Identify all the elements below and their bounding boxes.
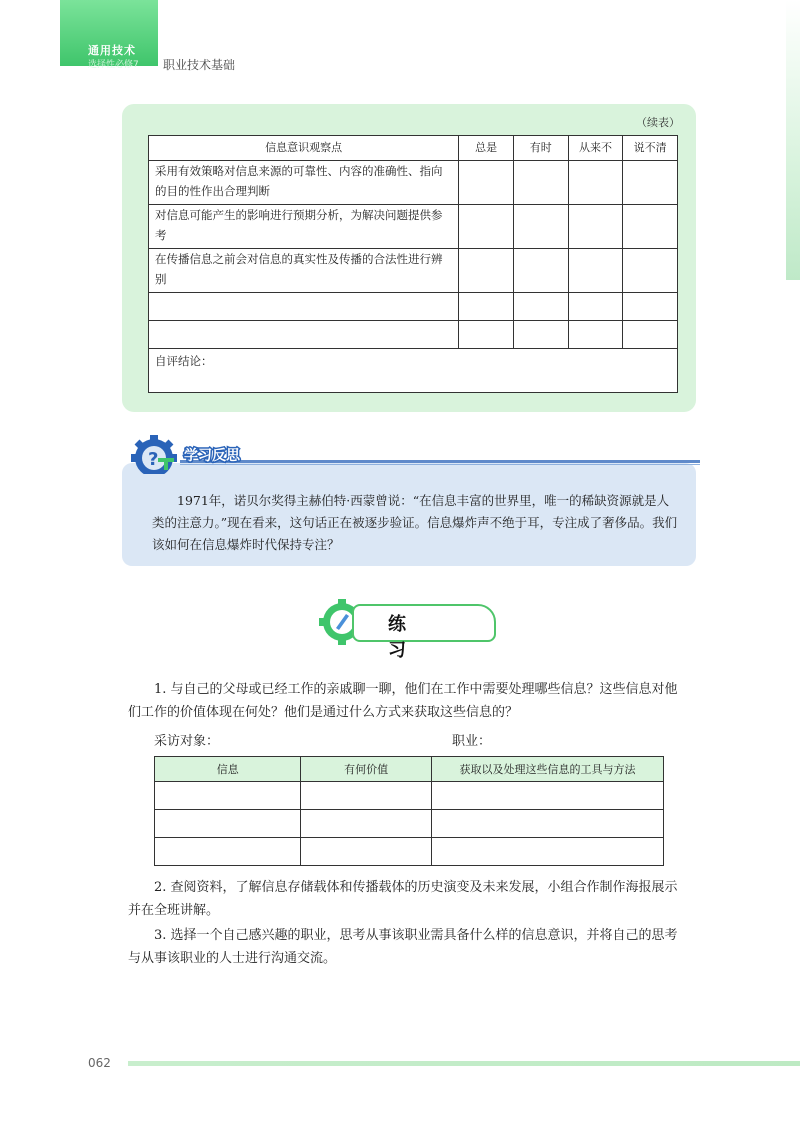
reflection-header [122, 432, 702, 474]
table-header: 有何价值 [301, 757, 431, 782]
conclusion-label: 自评结论： [155, 354, 213, 368]
practice-title: 练 习 [388, 614, 436, 661]
table-header: 说不清 [623, 136, 678, 161]
practice-table [154, 756, 664, 866]
table-cell[interactable] [301, 782, 431, 810]
table-cell[interactable] [155, 782, 301, 810]
gear-question-icon [131, 435, 177, 474]
page-number: 062 [88, 1056, 111, 1070]
practice-header [316, 598, 496, 661]
table-header: 获取以及处理这些信息的工具与方法 [431, 757, 663, 782]
checkbox-cell[interactable] [623, 161, 678, 205]
table-cell[interactable] [301, 810, 431, 838]
table-cell[interactable] [431, 838, 663, 866]
continued-label: （续表） [636, 116, 680, 129]
table-cell[interactable] [301, 838, 431, 866]
checkbox-cell[interactable] [513, 161, 568, 205]
table-cell[interactable] [431, 782, 663, 810]
checkbox-cell[interactable] [459, 321, 514, 349]
checkbox-cell[interactable] [568, 249, 623, 293]
checkbox-cell[interactable] [513, 249, 568, 293]
table-header: 信息 [155, 757, 301, 782]
reflection-text: 1971年，诺贝尔奖得主赫伯特·西蒙曾说：“在信息丰富的世界里，唯一的稀缺资源就是人类的注意力。”现在看来，这句话正在被逐步验证。信息爆炸声不绝于耳，专注成了奢侈品。我们该如何在信息爆炸时代保持专注？ [152, 493, 678, 552]
checkbox-cell[interactable] [513, 293, 568, 321]
side-tab-decoration [786, 0, 800, 280]
table-cell: 对信息可能产生的影响进行预期分析，为解决问题提供参考 [149, 205, 459, 249]
table-header: 信息意识观察点 [149, 136, 459, 161]
observation-table [148, 135, 678, 393]
table-cell[interactable] [149, 293, 459, 321]
conclusion-cell[interactable] [149, 349, 678, 393]
table-cell[interactable] [431, 810, 663, 838]
checkbox-cell[interactable] [459, 161, 514, 205]
table-header: 总是 [459, 136, 514, 161]
interviewee-label: 采访对象： [154, 734, 220, 749]
question-2: 2. 查阅资料，了解信息存储载体和传播载体的历史演变及未来发展，小组合作制作海报展示并在全班讲解。 [128, 880, 678, 918]
checkbox-cell[interactable] [623, 249, 678, 293]
table-cell: 在传播信息之前会对信息的真实性及传播的合法性进行辨别 [149, 249, 459, 293]
chapter-title: 职业技术基础 [163, 58, 236, 72]
occupation-label: 职业： [452, 734, 492, 749]
checkbox-cell[interactable] [568, 161, 623, 205]
book-subtitle: 选择性必修7 [88, 60, 139, 70]
checkbox-cell[interactable] [459, 293, 514, 321]
checkbox-cell[interactable] [623, 293, 678, 321]
checkbox-cell[interactable] [459, 249, 514, 293]
question-1: 1. 与自己的父母或已经工作的亲戚聊一聊，他们在工作中需要处理哪些信息？这些信息对他们工作的价值体现在何处？他们是通过什么方式来获取这些信息的？ [128, 682, 678, 720]
checkbox-cell[interactable] [568, 205, 623, 249]
table-cell[interactable] [155, 838, 301, 866]
checkbox-cell[interactable] [568, 321, 623, 349]
question-3: 3. 选择一个自己感兴趣的职业，思考从事该职业需具备什么样的信息意识，并将自己的思考与从事该职业的人士进行沟通交流。 [128, 928, 678, 966]
table-cell: 采用有效策略对信息来源的可靠性、内容的准确性、指向的目的性作出合理判断 [149, 161, 459, 205]
footer-bar [128, 1061, 800, 1066]
checkbox-cell[interactable] [568, 293, 623, 321]
table-header: 有时 [513, 136, 568, 161]
checkbox-cell[interactable] [513, 205, 568, 249]
table-cell[interactable] [155, 810, 301, 838]
book-title: 通用技术 [88, 44, 136, 57]
table-cell[interactable] [149, 321, 459, 349]
table-header: 从来不 [568, 136, 623, 161]
checkbox-cell[interactable] [513, 321, 568, 349]
checkbox-cell[interactable] [459, 205, 514, 249]
reflection-title: 学习反思 [184, 448, 240, 464]
svg-text:?: ? [148, 449, 159, 470]
checkbox-cell[interactable] [623, 321, 678, 349]
checkbox-cell[interactable] [623, 205, 678, 249]
